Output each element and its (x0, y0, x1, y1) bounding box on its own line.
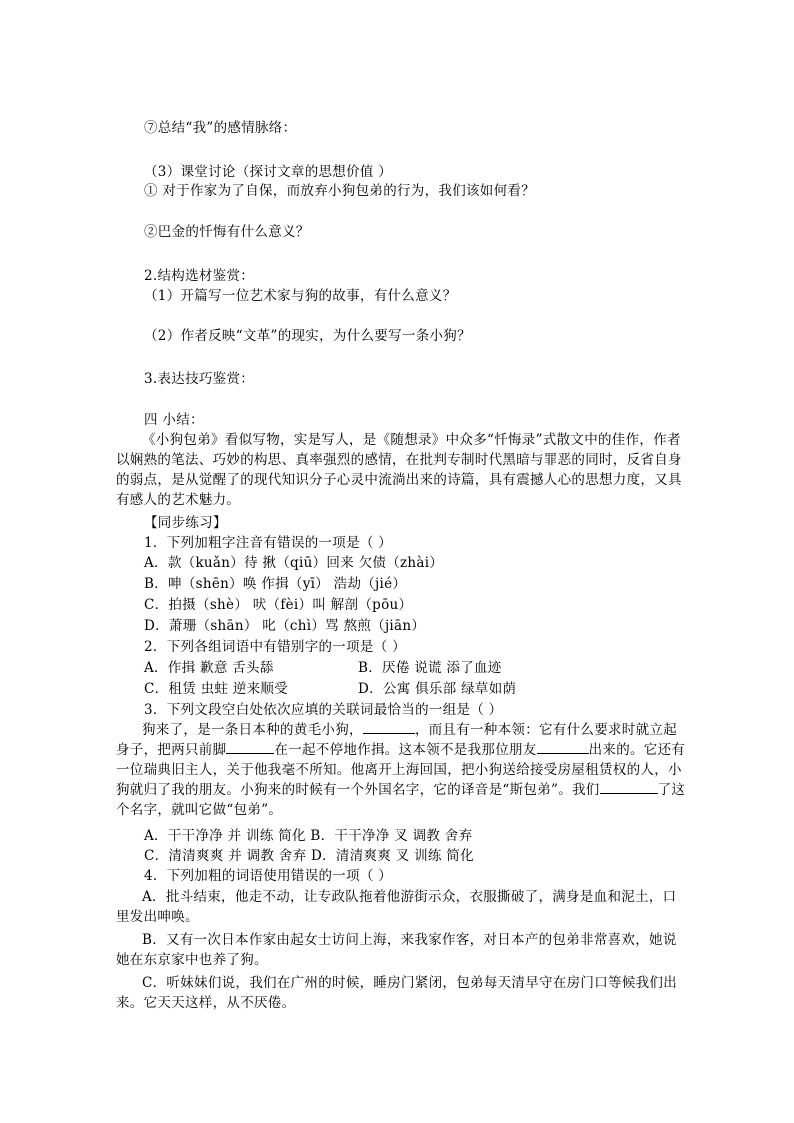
option-c: C．听妹妹们说，我们在广州的时候，睡房门紧闭，包弟每天清早守在房门口等候我们出来。它天天这样，从不厌倦。 (116, 975, 678, 1011)
question-2: 2．下列各组词语中有错别字的一项是（ ） (144, 639, 406, 655)
summary-paragraph: 《小狗包弟》看似写物，实是写人，是《随想录》中众多“忏悔录”式散文中的佳作，作者以娴熟的笔法、巧妙的构思、真率强烈的感情，在批判专制时代黑暗与罪恶的同时，反省自身的弱点，是从觉醒了的现代知识分子心灵中流淌出来的诗篇，具有震撼人心的思想力度，又具有感人的艺术魅力。 (116, 432, 682, 508)
section-heading: 四 小结： (144, 412, 204, 428)
fill-blank (226, 740, 274, 754)
question-3: 3．下列文段空白处依次应填的关联词最恰当的一组是（ ） (144, 702, 503, 718)
passage-text: 出来的。它还有一位瑞典旧主人，关于他我毫不所知。他离开上海回国，把小狗送给接受房屋租赁权的人，小狗就归了我的朋友。小狗来的时候有一个外国名字，它的译音是“斯包弟”。我们 (116, 742, 686, 798)
fill-blank (363, 720, 415, 734)
option-a: A．款（kuǎn）待 揪（qiū）回来 欠债（zhài） (144, 555, 444, 571)
fill-blank (600, 780, 658, 794)
option-b: B．厌倦 说谎 添了血迹 (358, 660, 502, 676)
question-line: （2）作者反映“文革”的现实，为什么要写一条小狗？ (144, 328, 471, 344)
options-ab: A．干干净净 并 训练 简化 B．干干净净 叉 调教 舍弃 (144, 828, 473, 844)
question-line: ① 对于作家为了自保，而放弃小狗包弟的行为，我们该如何看？ (144, 183, 535, 199)
option-d: D．萧珊（shān） 叱（chì）骂 熬煎（jiān） (144, 618, 426, 634)
exercise-heading: 【同步练习】 (144, 515, 227, 531)
option-c: C．租赁 虫蛀 逆来顺受 (144, 681, 289, 697)
passage-paragraph (116, 720, 686, 820)
passage-text: ，而且有一种本领：它有什么要求时就立起身子，把两只前脚 (116, 722, 678, 758)
question-line: ②巴金的忏悔有什么意义？ (144, 224, 310, 240)
option-d: D．公寓 俱乐部 绿草如荫 (358, 681, 517, 697)
passage-text: 了这个名字，就叫它做“包弟”。 (116, 782, 686, 818)
option-a: A．批斗结束，他走不动，让专政队拖着他游街示众，衣服撕破了，满身是血和泥土，口里发出呻唤。 (116, 889, 677, 925)
text-line: ⑦总结“我”的感情脉络： (144, 120, 297, 136)
passage-text: 狗来了，是一条日本种的黄毛小狗， (142, 722, 363, 738)
option-c: C．拍摄（shè） 吠（fèi）叫 解剖（pōu） (144, 597, 413, 613)
question-4: 4．下列加粗的词语使用错误的一项（ ） (144, 868, 393, 884)
section-heading: 2.结构选材鉴赏： (144, 268, 255, 284)
passage-text: 在一起不停地作揖。这本领不是我那位朋友 (274, 742, 537, 758)
option-b: B．呻（shēn）唤 作揖（yī） 浩劫（jié） (144, 576, 407, 592)
section-heading: 3.表达技巧鉴赏： (144, 371, 255, 387)
question-1: 1．下列加粗字注音有错误的一项是（ ） (144, 535, 393, 551)
question-line: （1）开篇写一位艺术家与狗的故事，有什么意义？ (144, 288, 457, 304)
option-b: B．又有一次日本作家由起女士访问上海，来我家作客，对日本产的包弟非常喜欢，她说她在东京家中也养了狗。 (116, 932, 677, 968)
fill-blank (537, 740, 589, 754)
section-heading: （3）课堂讨论（探讨文章的思想价值 ） (144, 164, 393, 180)
options-cd: C．清清爽爽 并 调教 舍弃 D．清清爽爽 叉 训练 简化 (144, 848, 474, 864)
option-a: A．作揖 歉意 舌头舔 (144, 660, 274, 676)
